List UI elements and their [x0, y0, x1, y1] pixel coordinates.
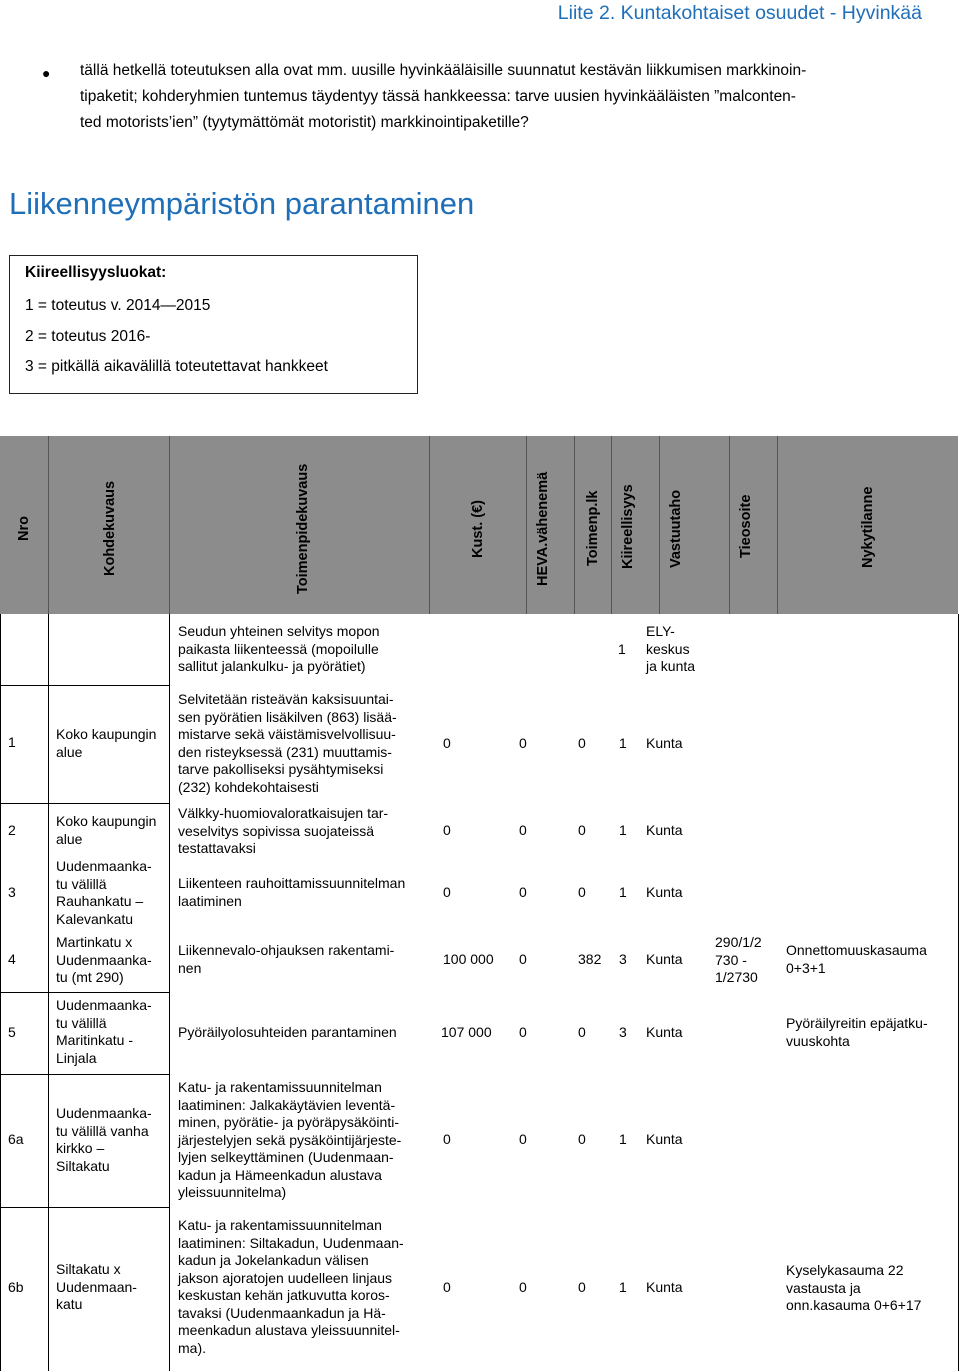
nykytilanne-cell: Onnettomuuskasauma 0+3+1 [786, 942, 927, 976]
priority-box [9, 255, 418, 394]
toimenpide-cell: Seudun yhteinen selvitys mopon paikasta liikenteessä (mopoilulle sallitut jalankulku- ja pyörätiet) [178, 623, 380, 674]
kiireellisyys-cell: 1 [619, 1131, 627, 1147]
kust-cell: 0 [443, 735, 451, 751]
kiireellisyys-cell: 1 [619, 1279, 627, 1295]
toimenpide-cell: Välkky-huomiovaloratkaisujen tar- veselvitys sopivissa suojateissä testattavaksi [178, 805, 389, 856]
toimenp-lk-cell: 0 [578, 1279, 586, 1295]
intro-bullet-text [80, 58, 930, 136]
toimenpide-cell: Katu- ja rakentamissuunnitelman laatiminen: Jalkakäytävien leventä- minen, pyörätie- ja pyöräpysäköinti- järjestelyjen sekä pysäköintijärjeste- lyjen selkeyttäminen (Uudenmaan- kadun ja Hämeenkadun alustava yleissuunnitelma) [178, 1079, 402, 1200]
priority-line: 2 = toteutus 2016- [25, 328, 151, 345]
nro-cell: 6a [8, 1131, 24, 1147]
heva-cell: 0 [519, 735, 527, 751]
toimenp-lk-cell: 0 [578, 884, 586, 900]
kiireellisyys-cell: 1 [619, 884, 627, 900]
heva-cell: 0 [519, 1131, 527, 1147]
nro-cell: 6b [8, 1279, 24, 1295]
priority-line: 3 = pitkällä aikavälillä toteutettavat hankkeet [25, 358, 328, 375]
intro-line: ted motorists’ien” (tyytymättömät motoristit) markkinointipaketille? [80, 114, 529, 131]
grid-line [169, 614, 170, 1371]
priority-heading: Kiireellisyysluokat: [25, 264, 167, 281]
table-header [0, 436, 958, 614]
column-header-nro: Nro [16, 516, 32, 541]
heva-cell: 0 [519, 1279, 527, 1295]
priority-line: 1 = toteutus v. 2014—2015 [25, 297, 211, 314]
grid-line [0, 1207, 169, 1208]
grid-line [958, 614, 959, 1371]
nro-cell: 5 [8, 1024, 16, 1040]
toimenp-lk-cell: 382 [578, 951, 602, 967]
kust-cell: 0 [443, 1131, 451, 1147]
nro-cell: 2 [8, 822, 16, 838]
toimenpide-cell: Liikenteen rauhoittamissuunnitelman laatiminen [178, 875, 406, 909]
bullet-icon: ● [42, 65, 51, 81]
vastuutaho-cell: Kunta [646, 884, 683, 900]
kust-cell: 0 [443, 822, 451, 838]
toimenpide-cell: Katu- ja rakentamissuunnitelman laatiminen: Siltakadun, Uudenmaan- kadun ja Jokelankadun välisen jakson ajoratojen uudelleen linjaus keskustan kehän jatkuvutta koros- tavaksi (Uudenmaankadun ja Hä- meenkadun alustava yleissuunnitel- ma). [178, 1217, 404, 1356]
kiireellisyys-cell: 1 [618, 641, 626, 657]
kohdekuvaus-cell: Koko kaupungin alue [56, 726, 157, 760]
column-header-kohdekuvaus: Kohdekuvaus [48, 436, 170, 614]
vastuutaho-cell: Kunta [646, 951, 683, 967]
kohdekuvaus-cell: Uudenmaanka- tu välillä Maritinkatu - Linjala [56, 997, 152, 1066]
column-header-kust: Kust. (€) [429, 436, 527, 614]
grid-line [0, 1074, 169, 1075]
grid-line [0, 685, 169, 686]
nro-cell: 3 [8, 884, 16, 900]
kust-cell: 107 000 [441, 1024, 492, 1040]
nro-cell: 1 [8, 734, 16, 750]
nro-cell: 4 [8, 951, 16, 967]
column-header-kiireellisyys: Kiireellisyys [611, 436, 660, 614]
vastuutaho-cell: Kunta [646, 1131, 683, 1147]
vastuutaho-cell: Kunta [646, 1279, 683, 1295]
toimenpide-cell: Pyöräilyolosuhteiden parantaminen [178, 1024, 397, 1040]
kust-cell: 0 [443, 1279, 451, 1295]
heva-cell: 0 [519, 822, 527, 838]
toimenp-lk-cell: 0 [578, 822, 586, 838]
toimenp-lk-cell: 0 [578, 1131, 586, 1147]
toimenpide-cell: Liikennevalo-ohjauksen rakentami- nen [178, 942, 395, 976]
toimenp-lk-cell: 0 [578, 1024, 586, 1040]
grid-line [0, 803, 169, 804]
kust-cell: 0 [443, 884, 451, 900]
toimenp-lk-cell: 0 [578, 735, 586, 751]
kohdekuvaus-cell: Koko kaupungin alue [56, 813, 157, 847]
kohdekuvaus-cell: Siltakatu x Uudenmaan- katu [56, 1261, 137, 1312]
kiireellisyys-cell: 3 [619, 951, 627, 967]
toimenpide-cell: Selvitetään risteävän kaksisuuntai- sen pyörätien lisäkilven (863) lisää- mistarve sekä väistämisvelvollisuu- den risteyksessä (231) muuttamis- tarve pakolliseksi pysähtymiseksi (232) kohdekohtaisesti [178, 691, 397, 795]
column-header-vastuutaho: Vastuutaho [659, 436, 730, 614]
intro-line: tällä hetkellä toteutuksen alla ovat mm. uusille hyvinkääläisille suunnatut kestävän liikkumisen markkinoin- [80, 62, 807, 79]
column-header-toimenp-lk: Toimenp.lk [574, 436, 612, 614]
tieosoite-cell: 290/1/2 730 - 1/2730 [715, 934, 762, 985]
column-header-nykytilanne: Nykytilanne [777, 436, 959, 614]
vastuutaho-cell: Kunta [646, 1024, 683, 1040]
kiireellisyys-cell: 1 [619, 735, 627, 751]
intro-line: tipaketit; kohderyhmien tuntemus täydentyy tässä hankkeessa: tarve uusien hyvinkääläisten ”malconten- [80, 88, 796, 105]
kiireellisyys-cell: 3 [619, 1024, 627, 1040]
kohdekuvaus-cell: Martinkatu x Uudenmaanka- tu (mt 290) [56, 934, 152, 985]
kohdekuvaus-cell: Uudenmaanka- tu välillä vanha kirkko – Siltakatu [56, 1105, 152, 1174]
section-title: Liikenneympäristön parantaminen [9, 186, 475, 221]
heva-cell: 0 [519, 951, 527, 967]
heva-cell: 0 [519, 1024, 527, 1040]
page-header: Liite 2. Kuntakohtaiset osuudet - Hyvinkää [557, 2, 922, 24]
vastuutaho-cell: Kunta [646, 735, 683, 751]
nykytilanne-cell: Pyöräilyreitin epäjatku- vuuskohta [786, 1015, 928, 1049]
column-header-toimenpidekuvaus: Toimenpidekuvaus [169, 436, 430, 614]
column-header-tieosoite: Tieosoite [729, 436, 778, 614]
heva-cell: 0 [519, 884, 527, 900]
grid-line [0, 992, 169, 993]
vastuutaho-cell: ELY- keskus ja kunta [646, 623, 696, 674]
kiireellisyys-cell: 1 [619, 822, 627, 838]
nykytilanne-cell: Kyselykasauma 22 vastausta ja onn.kasauma 0+6+17 [786, 1262, 922, 1313]
kohdekuvaus-cell: Uudenmaanka- tu välillä Rauhankatu – Kalevankatu [56, 858, 152, 927]
column-header-heva: HEVA.vähenemä [526, 436, 575, 614]
kust-cell: 100 000 [443, 951, 494, 967]
vastuutaho-cell: Kunta [646, 822, 683, 838]
